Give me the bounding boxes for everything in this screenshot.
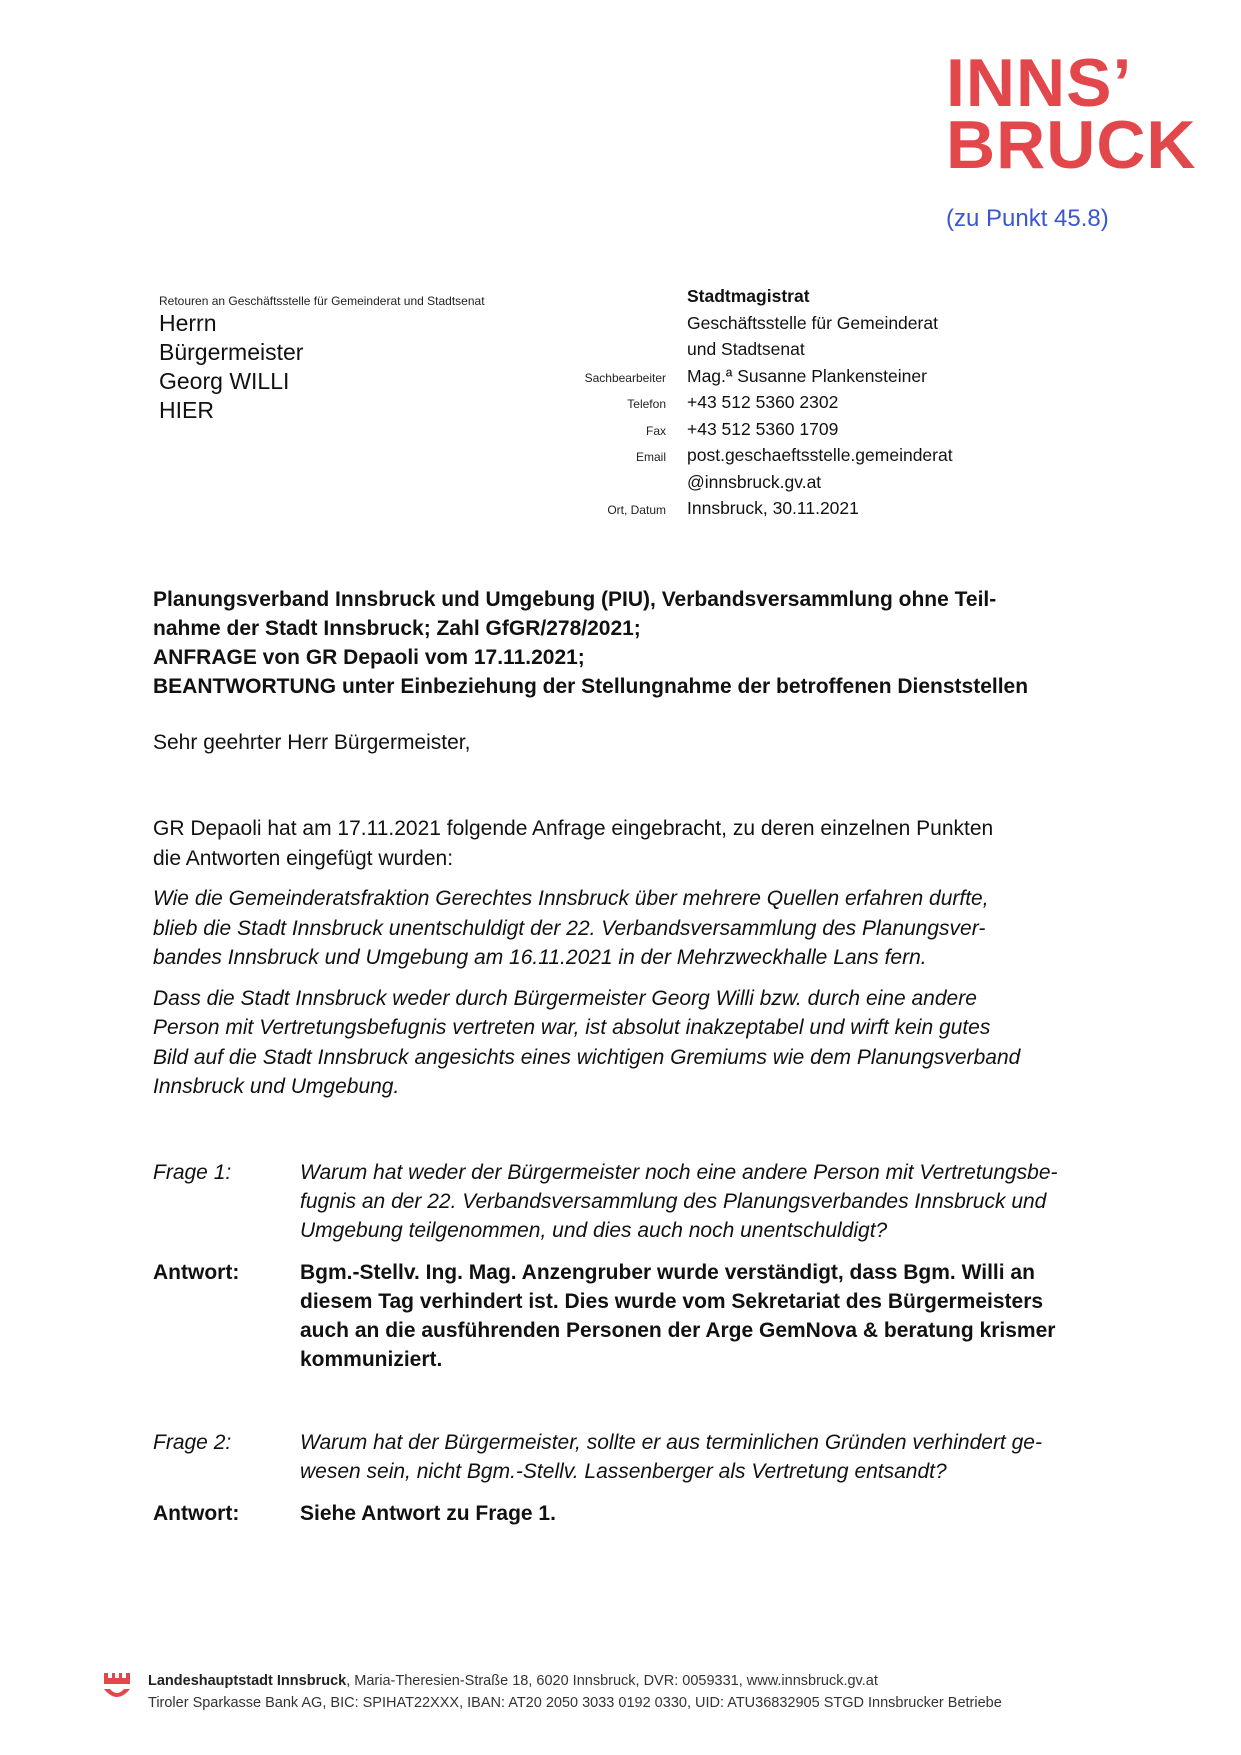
quote-line: bandes Innsbruck und Umgebung am 16.11.2021 in der Mehrzweckhalle Lans fern.: [153, 946, 927, 969]
answer-text: Siehe Antwort zu Frage 1.: [300, 1502, 556, 1525]
quote-line: Dass die Stadt Innsbruck weder durch Bürgermeister Georg Willi bzw. durch eine andere: [153, 986, 977, 1010]
logo-line-1: INNS’: [946, 45, 1133, 121]
inquiry-quote: [153, 884, 1143, 1113]
sender-row: [580, 339, 1020, 366]
quote-line: Wie die Gemeinderatsfraktion Gerechtes Innsbruck über mehrere Quellen erfahren durfte,: [153, 887, 989, 910]
subject-line: ANFRAGE von GR Depaoli vom 17.11.2021;: [153, 646, 585, 669]
innsbruck-logo: [946, 45, 1197, 183]
sender-label: Sachbearbeiter: [584, 370, 666, 385]
sender-row: [580, 286, 1020, 313]
sender-row: [580, 498, 1020, 525]
city-emblem-icon: [103, 1671, 131, 1705]
sender-department: Geschäftsstelle für Gemeinderat: [687, 312, 938, 333]
return-address-line: Retouren an Geschäftsstelle für Gemeinderat und Stadtsenat: [159, 294, 485, 308]
intro-paragraph: [153, 814, 1143, 873]
sender-value: +43 512 5360 1709: [687, 418, 839, 439]
sender-row: [580, 419, 1020, 446]
sender-label: Ort, Datum: [607, 503, 666, 517]
sender-row: [580, 366, 1020, 393]
question-label: Frage 2:: [153, 1431, 232, 1454]
answer-label: Antwort:: [153, 1261, 240, 1284]
sender-row: [580, 313, 1020, 340]
sender-value: post.geschaeftsstelle.gemeinderat: [687, 445, 953, 465]
subject-line: Planungsverband Innsbruck und Umgebung (PIU), Verbandsversammlung ohne Teil-: [153, 588, 997, 611]
recipient-line: Georg WILLI: [159, 368, 290, 394]
question-text: Warum hat weder der Bürgermeister noch eine andere Person mit Vertretungsbe- fugnis an der 22. Verbandsversammlung des Planungsverbandes Innsbruck und Umgebung teilgenommen, und dies auch noch unentschuldigt?: [300, 1161, 1058, 1242]
answer-2: [153, 1499, 1143, 1528]
sender-value: Mag.ª Susanne Plankensteiner: [687, 365, 927, 386]
recipient-block: [159, 309, 303, 425]
footer: [148, 1670, 1002, 1714]
footer-org-name: Landeshauptstadt Innsbruck: [148, 1673, 347, 1689]
quote-line: blieb die Stadt Innsbruck unentschuldigt der 22. Verbandsversammlung des Planungsver-: [153, 916, 986, 940]
quote-line: Bild auf die Stadt Innsbruck angesichts eines wichtigen Gremiums wie dem Planungsverband: [153, 1045, 1021, 1069]
quote-paragraph: [153, 884, 1143, 973]
footer-line-1: [148, 1670, 1002, 1692]
recipient-line: HIER: [159, 397, 214, 423]
intro-line: die Antworten eingefügt wurden:: [153, 846, 454, 870]
sender-label: Telefon: [627, 397, 666, 411]
agenda-reference: (zu Punkt 45.8): [946, 205, 1109, 232]
answer-1: [153, 1258, 1143, 1374]
recipient-line: Bürgermeister: [159, 339, 304, 365]
question-2: [153, 1428, 1143, 1486]
sender-row: [580, 392, 1020, 419]
subject-block: [153, 585, 1093, 701]
quote-paragraph: [153, 984, 1143, 1102]
sender-row: [580, 445, 1020, 472]
answer-text: Bgm.-Stellv. Ing. Mag. Anzengruber wurde verständigt, dass Bgm. Willi an diesem Tag verhindert ist. Dies wurde vom Sekretariat des Bürgermeisters auch an die ausführenden Personen der Arge GemNova & beratung krismer kommuniziert.: [300, 1261, 1056, 1371]
sender-value: Innsbruck, 30.11.2021: [687, 498, 859, 518]
answer-label: Antwort:: [153, 1502, 240, 1525]
subject-line: BEANTWORTUNG unter Einbeziehung der Stellungnahme der betroffenen Dienststellen: [153, 675, 1029, 698]
sender-row: [580, 472, 1020, 499]
sender-heading: Stadtmagistrat: [687, 286, 810, 306]
question-label: Frage 1:: [153, 1161, 232, 1184]
sender-value: @innsbruck.gv.at: [687, 471, 822, 492]
salutation: Sehr geehrter Herr Bürgermeister,: [153, 731, 471, 754]
footer-line-2: Tiroler Sparkasse Bank AG, BIC: SPIHAT22XXX, IBAN: AT20 2050 3033 0192 0330, UID: ATU36832905 STGD Innsbrucker Betriebe: [148, 1695, 1002, 1711]
sender-department: und Stadtsenat: [687, 339, 805, 359]
recipient-line: Herrn: [159, 310, 217, 336]
footer-address: , Maria-Theresien-Straße 18, 6020 Innsbruck, DVR: 0059331, www.innsbruck.gv.at: [346, 1673, 878, 1689]
sender-block: [580, 286, 1020, 525]
quote-line: Innsbruck und Umgebung.: [153, 1075, 400, 1098]
question-text: Warum hat der Bürgermeister, sollte er aus terminlichen Gründen verhindert ge- wesen sein, nicht Bgm.-Stellv. Lassenberger als Vertretung entsandt?: [300, 1431, 1042, 1483]
intro-line: GR Depaoli hat am 17.11.2021 folgende Anfrage eingebracht, zu deren einzelnen Punkten: [153, 817, 994, 840]
subject-line: nahme der Stadt Innsbruck; Zahl GfGR/278/2021;: [153, 617, 641, 640]
sender-label: Email: [635, 450, 666, 464]
sender-label: Fax: [645, 423, 666, 438]
quote-line: Person mit Vertretungsbefugnis vertreten war, ist absolut inakzeptabel und wirft kein gutes: [153, 1016, 991, 1039]
sender-value: +43 512 5360 2302: [687, 392, 839, 412]
logo-line-2: BRUCK: [946, 107, 1197, 183]
question-1: [153, 1158, 1143, 1245]
